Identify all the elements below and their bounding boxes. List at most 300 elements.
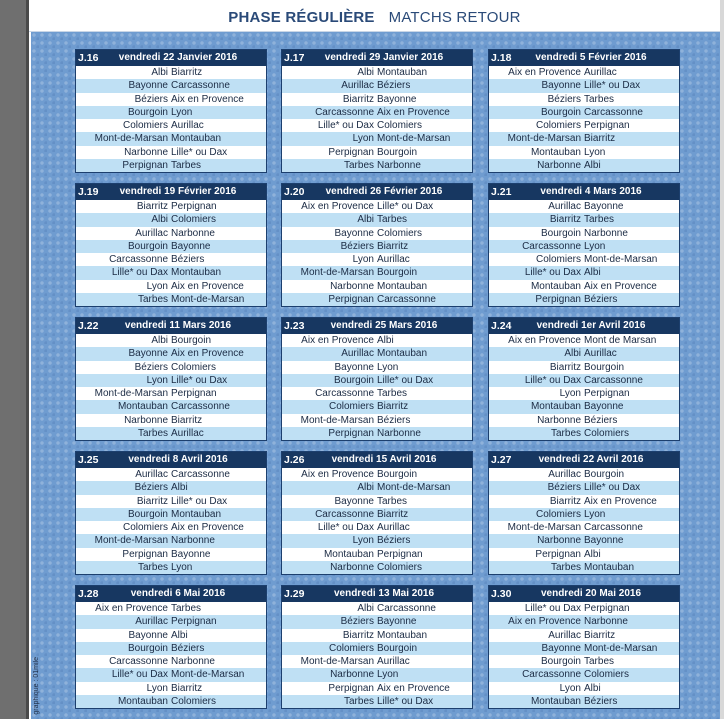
home-team: Mont-de-Marsan: [94, 535, 168, 547]
home-team: Bayonne: [541, 80, 581, 92]
away-team: Lille* ou Dax: [171, 374, 228, 386]
match-row: [282, 66, 472, 79]
away-team: Bourgoin: [584, 469, 625, 480]
home-team: Narbonne: [537, 414, 581, 426]
match-row: [282, 414, 472, 427]
match-row: [489, 534, 679, 547]
right-scroll-edge[interactable]: [720, 0, 724, 719]
journee-date: vendredi 4 Mars 2016: [540, 186, 642, 197]
away-team: Bourgoin: [171, 335, 212, 346]
away-team: Mont-de-Marsan: [171, 669, 245, 681]
home-team: Narbonne: [330, 280, 374, 292]
journee-header: [282, 452, 472, 468]
match-row: [76, 629, 266, 642]
home-team: Colomiers: [122, 120, 168, 131]
journee-date: vendredi 25 Mars 2016: [330, 320, 438, 331]
home-team: Biarritz: [342, 93, 374, 105]
away-team: Carcassonne: [584, 106, 643, 118]
home-team: Narbonne: [537, 535, 581, 547]
away-team: Bourgoin: [377, 469, 418, 480]
home-team: Tarbes: [550, 561, 581, 573]
match-row: [282, 602, 472, 615]
away-team: Mont-de-Marsan: [377, 133, 451, 145]
home-team: Biarritz: [136, 201, 168, 212]
away-team: Mont-de-Marsan: [584, 254, 658, 265]
home-team: Bayonne: [541, 642, 581, 654]
journee-number: J.24: [491, 320, 512, 332]
match-row: [489, 602, 679, 615]
journee-date: vendredi 6 Mai 2016: [130, 588, 226, 599]
match-row: [76, 374, 266, 387]
away-team: Lille* ou Dax: [584, 482, 641, 494]
home-team: Aurillac: [548, 201, 581, 212]
home-team: Perpignan: [122, 159, 168, 171]
home-team: Bourgoin: [540, 106, 581, 118]
home-team: Perpignan: [535, 293, 581, 305]
match-row: [76, 521, 266, 534]
away-team: Albi: [377, 335, 394, 346]
match-row: [489, 561, 679, 574]
home-team: Aix en Provence: [95, 603, 168, 614]
match-row: [282, 280, 472, 293]
match-row: [76, 682, 266, 695]
match-row: [76, 227, 266, 240]
home-team: Lille* ou Dax: [317, 120, 374, 131]
journee-date: vendredi 13 Mai 2016: [333, 588, 435, 599]
journee-date: vendredi 8 Avril 2016: [128, 454, 228, 465]
home-team: Carcassonne: [522, 669, 581, 681]
match-row: [282, 227, 472, 240]
journee-date: vendredi 1er Avril 2016: [536, 320, 646, 331]
away-team: Aix en Provence: [171, 522, 244, 533]
away-team: Bayonne: [171, 548, 211, 560]
away-team: Carcassonne: [584, 374, 643, 386]
away-team: Béziers: [377, 80, 411, 92]
journee-header: [76, 452, 266, 468]
match-row: [282, 93, 472, 106]
match-row: [76, 132, 266, 145]
match-row: [489, 668, 679, 681]
match-row: [282, 495, 472, 508]
home-team: Lyon: [352, 254, 374, 265]
match-row: [76, 400, 266, 413]
journee-block: [75, 451, 267, 575]
home-team: Aurillac: [548, 629, 581, 641]
away-team: Perpignan: [584, 388, 630, 399]
home-team: Biarritz: [549, 214, 581, 226]
home-team: Perpignan: [328, 682, 374, 694]
journee-header: [489, 586, 679, 602]
journee-date: vendredi 11 Mars 2016: [124, 320, 232, 331]
away-team: Narbonne: [171, 656, 215, 667]
away-team: Béziers: [377, 535, 411, 547]
match-row: [489, 253, 679, 266]
match-row: [76, 280, 266, 293]
away-team: Mont-de-Marsan: [171, 293, 245, 305]
home-team: Montauban: [530, 401, 581, 413]
away-team: Aurillac: [584, 67, 617, 78]
home-team: Tarbes: [343, 695, 374, 707]
home-team: Béziers: [134, 482, 168, 494]
journee-number: J.20: [284, 186, 305, 198]
match-row: [489, 146, 679, 159]
away-team: Béziers: [377, 414, 411, 426]
match-row: [76, 119, 266, 132]
away-team: Colomiers: [584, 427, 630, 439]
away-team: Carcassonne: [171, 80, 230, 92]
home-team: Carcassonne: [522, 240, 581, 252]
match-row: [76, 334, 266, 347]
home-team: Bourgoin: [540, 227, 581, 239]
away-team: Aurillac: [584, 348, 617, 360]
match-row: [489, 468, 679, 481]
match-row: [489, 400, 679, 413]
match-row: [489, 227, 679, 240]
away-team: Colomiers: [377, 561, 423, 573]
away-team: Biarritz: [377, 240, 409, 252]
match-row: [282, 240, 472, 253]
page-title-regular: MATCHS RETOUR: [388, 9, 521, 26]
home-team: Montauban: [530, 146, 581, 158]
match-row: [489, 495, 679, 508]
journee-header: [76, 184, 266, 200]
home-team: Colomiers: [122, 522, 168, 533]
away-team: Aurillac: [171, 120, 204, 131]
journee-block: [488, 49, 680, 173]
graphic-credit: graphique : 01mile: [33, 657, 40, 715]
match-row: [282, 468, 472, 481]
journee-header: [489, 184, 679, 200]
match-row: [489, 132, 679, 145]
away-team: Aurillac: [377, 254, 410, 265]
journee-number: J.28: [78, 588, 99, 600]
match-row: [282, 347, 472, 360]
match-list: [489, 66, 679, 172]
home-team: Mont-de-Marsan: [300, 267, 374, 279]
away-team: Carcassonne: [171, 469, 230, 480]
away-team: Carcassonne: [584, 522, 643, 533]
journee-number: J.25: [78, 454, 99, 466]
match-row: [282, 508, 472, 521]
home-team: Lyon: [352, 535, 374, 547]
away-team: Albi: [584, 267, 601, 279]
away-team: Aix en Provence: [171, 348, 244, 360]
match-row: [489, 93, 679, 106]
journee-number: J.27: [491, 454, 512, 466]
away-team: Lyon: [377, 361, 399, 373]
journee-block: [281, 585, 473, 709]
away-team: Tarbes: [584, 214, 615, 226]
match-list: [282, 200, 472, 306]
home-team: Bourgoin: [333, 374, 374, 386]
match-row: [489, 334, 679, 347]
home-team: Aurillac: [135, 227, 168, 239]
match-row: [282, 146, 472, 159]
left-dark-strip: [0, 0, 29, 719]
home-team: Albi: [564, 348, 581, 360]
journee-block: [488, 183, 680, 307]
match-list: [76, 66, 266, 172]
journee-block: [281, 183, 473, 307]
away-team: Tarbes: [171, 159, 202, 171]
away-team: Carcassonne: [377, 293, 436, 305]
journee-number: J.18: [491, 52, 512, 64]
home-team: Bourgoin: [127, 106, 168, 118]
away-team: Mont-de-Marsan: [377, 482, 451, 494]
match-row: [76, 66, 266, 79]
home-team: Bayonne: [128, 80, 168, 92]
journee-block: [281, 49, 473, 173]
match-row: [76, 266, 266, 279]
home-team: Béziers: [547, 482, 581, 494]
match-row: [282, 695, 472, 708]
away-team: Bayonne: [171, 240, 211, 252]
home-team: Aurillac: [548, 469, 581, 480]
home-team: Lille* ou Dax: [317, 522, 374, 533]
away-team: Narbonne: [171, 227, 215, 239]
away-team: Aix en Provence: [584, 495, 657, 507]
match-row: [489, 481, 679, 494]
away-team: Perpignan: [171, 616, 217, 628]
match-row: [282, 682, 472, 695]
match-list: [76, 468, 266, 574]
away-team: Colomiers: [584, 669, 630, 681]
away-team: Montauban: [377, 67, 428, 78]
away-team: Narbonne: [377, 159, 421, 171]
home-team: Béziers: [340, 616, 374, 628]
away-team: Béziers: [584, 695, 618, 707]
home-team: Albi: [151, 214, 168, 226]
journee-header: [489, 50, 679, 66]
match-row: [76, 534, 266, 547]
home-team: Albi: [151, 335, 168, 346]
away-team: Albi: [171, 629, 188, 641]
match-row: [76, 93, 266, 106]
match-row: [76, 146, 266, 159]
away-team: Biarritz: [377, 508, 409, 520]
match-row: [76, 414, 266, 427]
away-team: Albi: [584, 548, 601, 560]
away-team: Lille* ou Dax: [171, 495, 228, 507]
match-row: [489, 427, 679, 440]
match-row: [489, 280, 679, 293]
journee-date: vendredi 20 Mai 2016: [540, 588, 642, 599]
match-row: [282, 119, 472, 132]
journee-number: J.23: [284, 320, 305, 332]
home-team: Tarbes: [137, 561, 168, 573]
home-team: Lyon: [559, 388, 581, 399]
away-team: Biarritz: [171, 67, 203, 78]
match-row: [489, 159, 679, 172]
match-row: [282, 400, 472, 413]
home-team: Biarritz: [136, 495, 168, 507]
match-row: [76, 361, 266, 374]
journee-block: [281, 451, 473, 575]
home-team: Albi: [357, 67, 374, 78]
away-team: Lille* ou Dax: [377, 695, 434, 707]
home-team: Aurillac: [135, 469, 168, 480]
home-team: Perpignan: [122, 548, 168, 560]
away-team: Tarbes: [377, 388, 408, 399]
match-row: [489, 66, 679, 79]
home-team: Béziers: [134, 93, 168, 105]
away-team: Biarritz: [171, 414, 203, 426]
match-row: [489, 414, 679, 427]
away-team: Tarbes: [377, 214, 408, 226]
match-row: [76, 642, 266, 655]
away-team: Aix en Provence: [377, 106, 450, 118]
home-team: Tarbes: [550, 427, 581, 439]
home-team: Aurillac: [341, 348, 374, 360]
home-team: Carcassonne: [315, 508, 374, 520]
journee-header: [282, 184, 472, 200]
match-list: [282, 468, 472, 574]
away-team: Lille* ou Dax: [171, 146, 228, 158]
match-row: [76, 293, 266, 306]
match-row: [76, 79, 266, 92]
match-row: [489, 361, 679, 374]
journee-block: [281, 317, 473, 441]
away-team: Perpignan: [171, 388, 217, 399]
match-row: [76, 468, 266, 481]
match-row: [489, 266, 679, 279]
match-row: [282, 548, 472, 561]
match-list: [282, 334, 472, 440]
away-team: Albi: [584, 682, 601, 694]
home-team: Aix en Provence: [301, 469, 374, 480]
match-row: [282, 427, 472, 440]
away-team: Carcassonne: [377, 603, 436, 614]
home-team: Bourgoin: [127, 508, 168, 520]
match-list: [489, 200, 679, 306]
home-team: Biarritz: [342, 629, 374, 641]
journee-date: vendredi 5 Février 2016: [535, 52, 647, 63]
home-team: Tarbes: [137, 293, 168, 305]
match-row: [489, 548, 679, 561]
home-team: Montauban: [530, 695, 581, 707]
match-row: [76, 347, 266, 360]
home-team: Lyon: [559, 682, 581, 694]
away-team: Bayonne: [584, 401, 624, 413]
away-team: Carcassonne: [171, 401, 230, 413]
home-team: Bayonne: [128, 348, 168, 360]
journee-number: J.17: [284, 52, 305, 64]
home-team: Mont-de-Marsan: [300, 656, 374, 667]
match-row: [489, 240, 679, 253]
match-row: [282, 361, 472, 374]
away-team: Béziers: [584, 414, 618, 426]
home-team: Colomiers: [535, 508, 581, 520]
journee-header: [282, 50, 472, 66]
match-row: [76, 561, 266, 574]
match-row: [282, 132, 472, 145]
match-row: [282, 629, 472, 642]
away-team: Biarritz: [171, 682, 203, 694]
home-team: Béziers: [547, 93, 581, 105]
away-team: Bourgoin: [584, 361, 625, 373]
home-team: Lille* ou Dax: [111, 267, 168, 279]
home-team: Narbonne: [124, 414, 168, 426]
journee-header: [282, 586, 472, 602]
journee-block: [488, 317, 680, 441]
away-team: Perpignan: [171, 201, 217, 212]
away-team: Tarbes: [377, 495, 408, 507]
home-team: Bourgoin: [127, 240, 168, 252]
match-row: [76, 508, 266, 521]
journee-number: J.22: [78, 320, 99, 332]
home-team: Montauban: [117, 695, 168, 707]
home-team: Colomiers: [535, 120, 581, 131]
match-row: [489, 213, 679, 226]
away-team: Aurillac: [377, 522, 410, 533]
home-team: Bayonne: [334, 361, 374, 373]
home-team: Colomiers: [535, 254, 581, 265]
away-team: Perpignan: [377, 548, 423, 560]
away-team: Albi: [584, 159, 601, 171]
match-row: [76, 200, 266, 213]
journee-header: [489, 318, 679, 334]
match-row: [282, 79, 472, 92]
journee-date: vendredi 22 Avril 2016: [538, 454, 644, 465]
away-team: Albi: [171, 482, 188, 494]
away-team: Aurillac: [377, 656, 410, 667]
match-list: [282, 66, 472, 172]
away-team: Bayonne: [584, 201, 624, 212]
home-team: Carcassonne: [315, 388, 374, 399]
home-team: Carcassonne: [315, 106, 374, 118]
home-team: Albi: [357, 603, 374, 614]
home-team: Lille* ou Dax: [111, 669, 168, 681]
home-team: Tarbes: [343, 159, 374, 171]
away-team: Narbonne: [584, 227, 628, 239]
home-team: Aix en Provence: [508, 616, 581, 628]
match-row: [76, 106, 266, 119]
home-team: Béziers: [134, 361, 168, 373]
journee-date: vendredi 19 Février 2016: [119, 186, 237, 197]
home-team: Perpignan: [328, 293, 374, 305]
away-team: Bayonne: [377, 93, 417, 105]
journee-number: J.30: [491, 588, 512, 600]
match-row: [489, 655, 679, 668]
away-team: Montauban: [584, 561, 635, 573]
home-team: Tarbes: [137, 427, 168, 439]
match-row: [76, 253, 266, 266]
journee-header: [76, 586, 266, 602]
match-row: [489, 629, 679, 642]
home-team: Montauban: [117, 401, 168, 413]
home-team: Aurillac: [135, 616, 168, 628]
away-team: Narbonne: [377, 427, 421, 439]
journee-number: J.16: [78, 52, 99, 64]
match-row: [282, 521, 472, 534]
home-team: Perpignan: [328, 146, 374, 158]
journee-header: [76, 50, 266, 66]
journee-block: [488, 585, 680, 709]
journee-block: [75, 585, 267, 709]
journee-block: [488, 451, 680, 575]
match-row: [282, 253, 472, 266]
away-team: Montauban: [171, 133, 222, 145]
home-team: Lyon: [146, 280, 168, 292]
home-team: Béziers: [340, 240, 374, 252]
home-team: Narbonne: [330, 561, 374, 573]
home-team: Colomiers: [328, 642, 374, 654]
journee-number: J.19: [78, 186, 99, 198]
journee-header: [489, 452, 679, 468]
match-row: [282, 655, 472, 668]
match-row: [489, 642, 679, 655]
home-team: Lyon: [146, 682, 168, 694]
